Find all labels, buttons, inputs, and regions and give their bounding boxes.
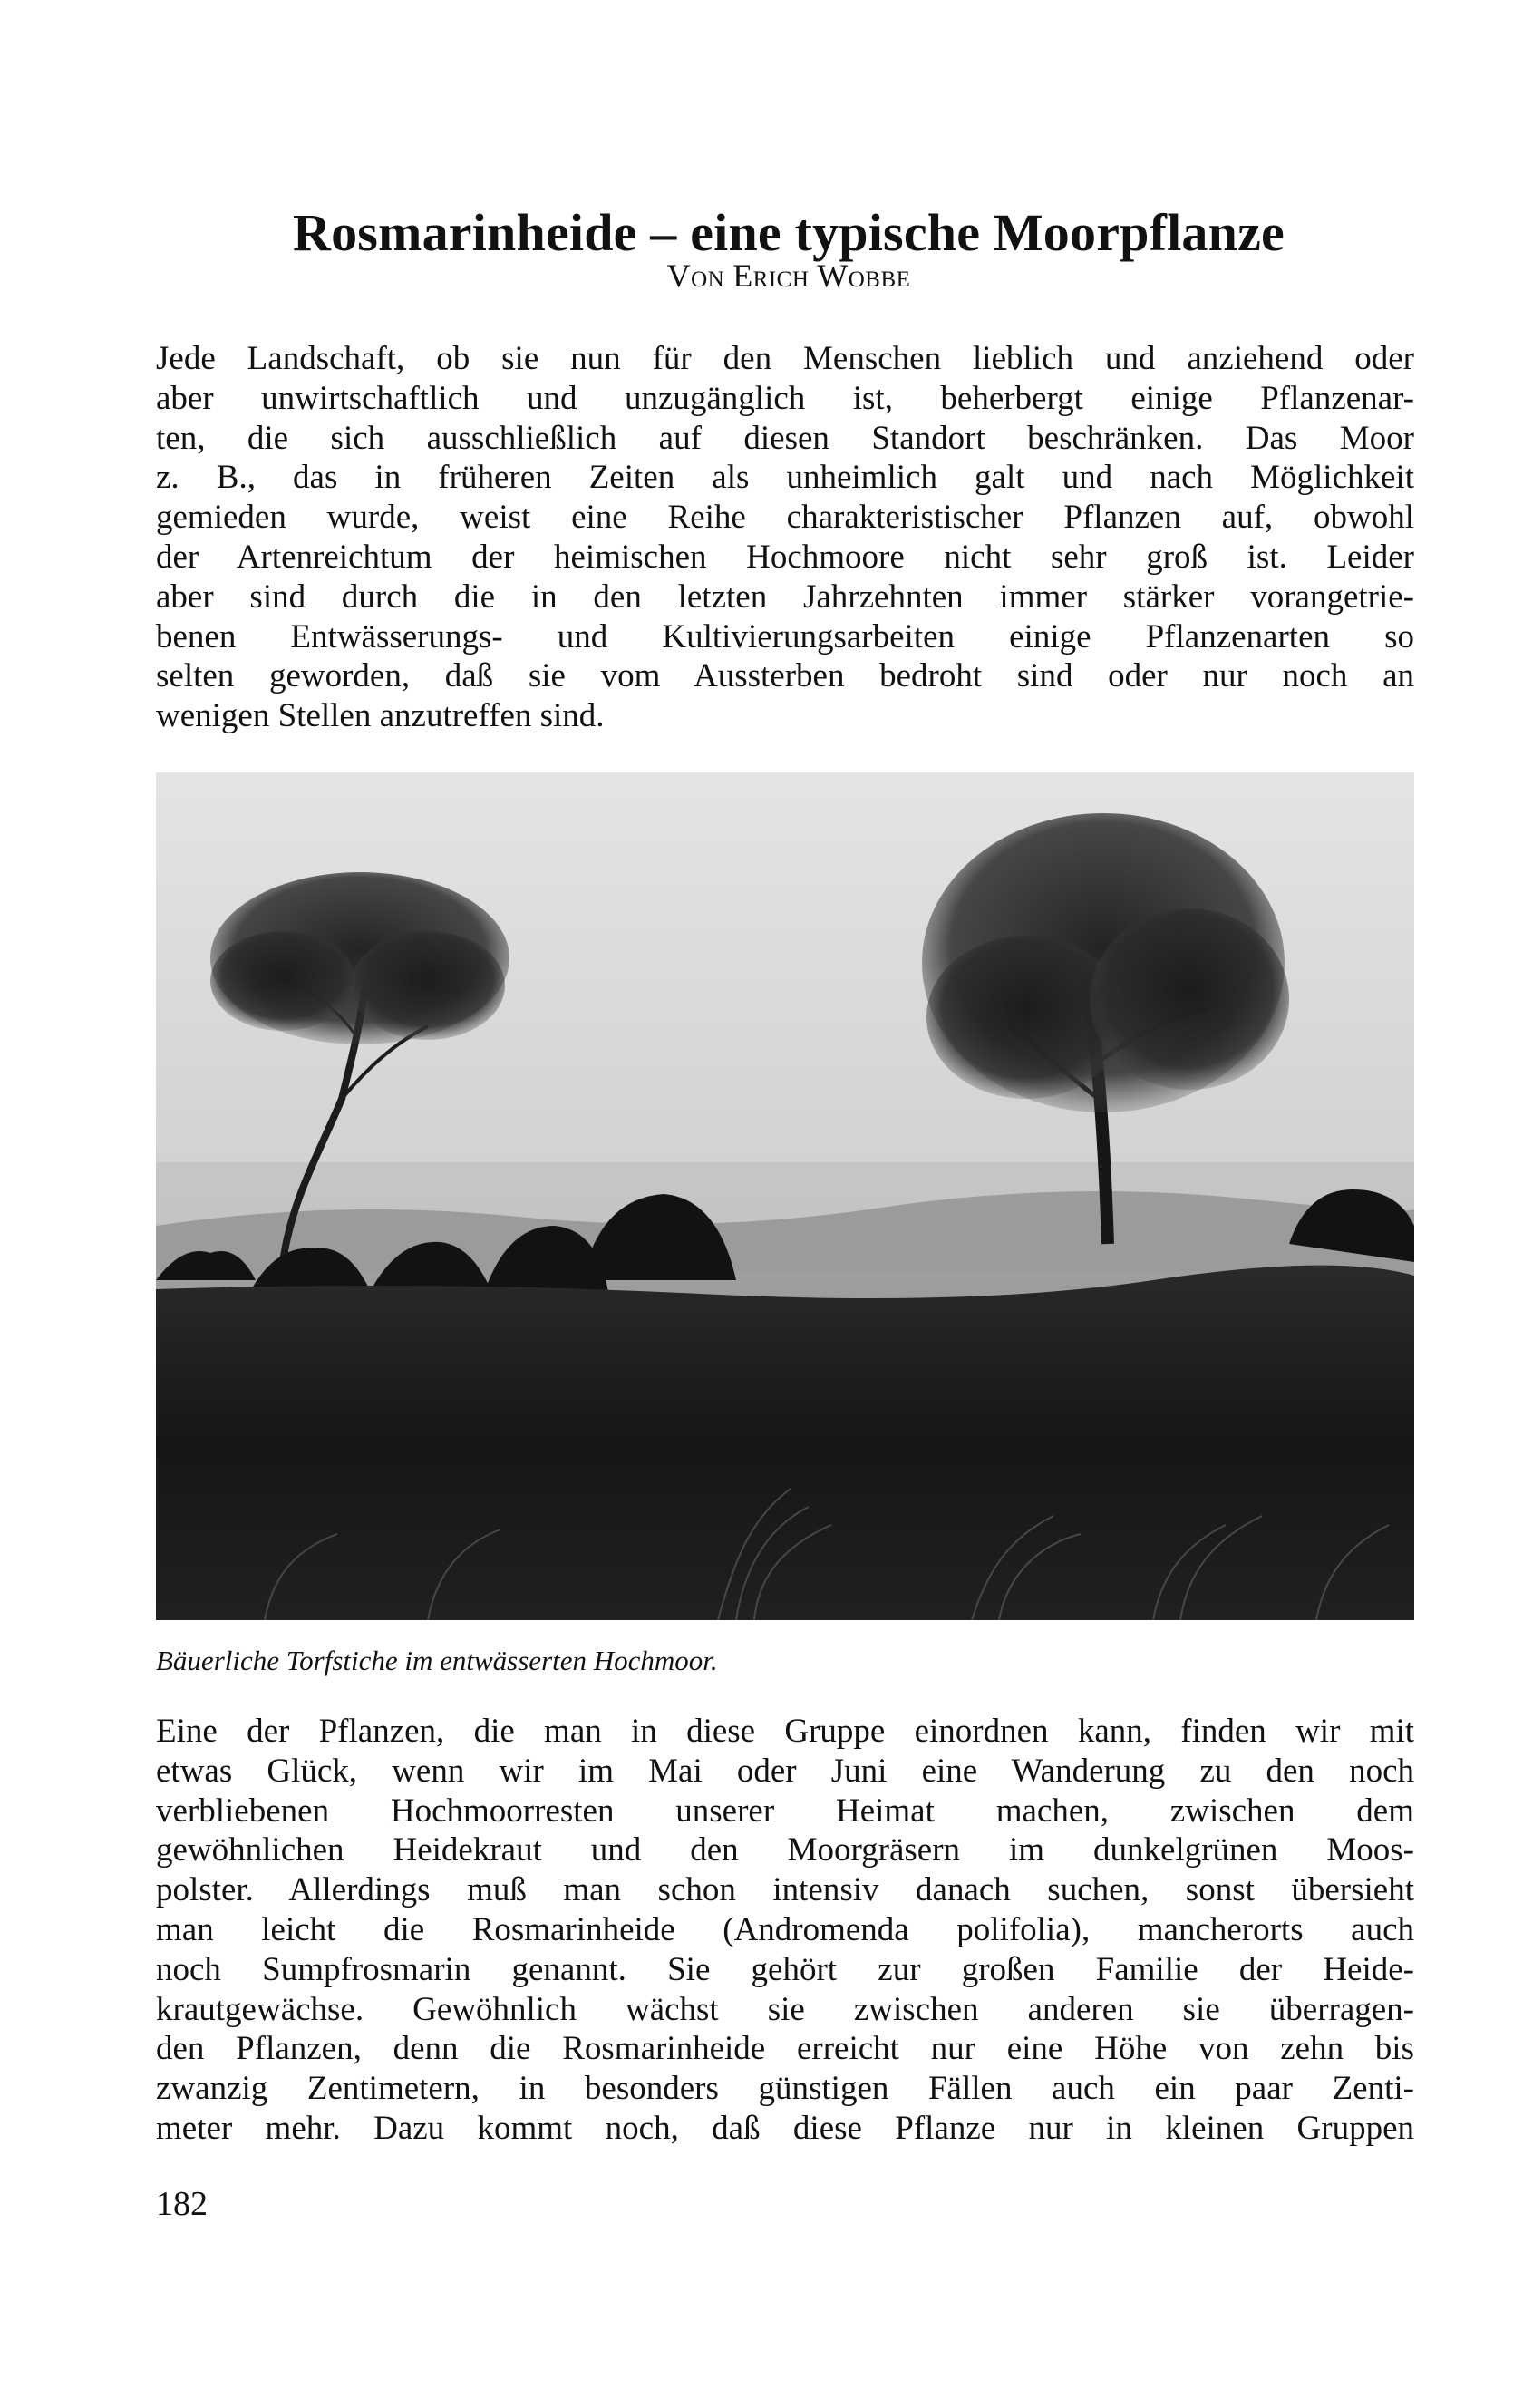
- photo-caption: Bäuerliche Torfstiche im entwässerten Hochmoor.: [156, 1645, 718, 1676]
- page-number: 182: [156, 2185, 208, 2223]
- article-byline: [154, 256, 1423, 296]
- article-title: Rosmarinheide – eine typische Moorpflanze: [293, 202, 1285, 262]
- text-line: etwas Glück, wenn wir im Mai oder Juni eine Wanderung zu den noch: [156, 1752, 1414, 1790]
- text-line: polster. Allerdings muß man schon intensiv danach suchen, sonst übersieht: [156, 1871, 1414, 1909]
- moor-landscape-photo: [156, 772, 1414, 1620]
- text-line: der Artenreichtum der heimischen Hochmoore nicht sehr groß ist. Leider: [156, 538, 1414, 576]
- text-line: wenigen Stellen anzutreffen sind.: [156, 697, 605, 735]
- moor-landscape-illustration: [156, 772, 1414, 1620]
- byline-prefix: Von: [666, 257, 725, 294]
- text-line: Jede Landschaft, ob sie nun für den Menschen lieblich und anziehend oder: [156, 340, 1414, 377]
- text-line: meter mehr. Dazu kommt noch, daß diese Pflanze nur in kleinen Gruppen: [156, 2109, 1414, 2147]
- text-line: zwanzig Zentimetern, in besonders günstigen Fällen auch ein paar Zenti-: [156, 2070, 1414, 2108]
- text-line: Eine der Pflanzen, die man in diese Gruppe einordnen kann, finden wir mit: [156, 1713, 1414, 1750]
- text-line: selten geworden, daß sie vom Aussterben bedroht sind oder nur noch an: [156, 657, 1414, 695]
- text-line: verbliebenen Hochmoorresten unserer Heimat machen, zwischen dem: [156, 1791, 1414, 1830]
- text-line: gemieden wurde, weist eine Reihe charakteristischer Pflanzen auf, obwohl: [156, 499, 1414, 537]
- text-line: den Pflanzen, denn die Rosmarinheide erreicht nur eine Höhe von zehn bis: [156, 2030, 1414, 2068]
- text-line: man leicht die Rosmarinheide (Andromenda polifolia), mancherorts auch: [156, 1910, 1414, 1948]
- text-line: ten, die sich ausschließlich auf diesen Standort beschränken. Das Moor: [156, 419, 1414, 457]
- paragraph-intro: [156, 339, 1414, 736]
- dark-bog-ground: [156, 1266, 1414, 1620]
- text-line: benen Entwässerungs- und Kultivierungsarbeiten einige Pflanzenarten so: [156, 617, 1414, 655]
- text-line: noch Sumpfrosmarin genannt. Sie gehört zur großen Familie der Heide-: [156, 1950, 1414, 1988]
- text-line: aber sind durch die in den letzten Jahrzehnten immer stärker vorangetrie-: [156, 578, 1414, 616]
- paragraph-rosmarinheide: [156, 1712, 1414, 2149]
- text-line: gewöhnlichen Heidekraut und den Moorgräsern im dunkelgrünen Moos-: [156, 1831, 1414, 1869]
- text-line: aber unwirtschaftlich und unzugänglich ist, beherbergt einige Pflanzenar-: [156, 379, 1414, 417]
- text-line: krautgewächse. Gewöhnlich wächst sie zwischen anderen sie überragen-: [156, 1990, 1414, 2028]
- byline-author: Erich Wobbe: [732, 257, 911, 294]
- text-line: z. B., das in früheren Zeiten als unheimlich galt und nach Möglichkeit: [156, 459, 1414, 497]
